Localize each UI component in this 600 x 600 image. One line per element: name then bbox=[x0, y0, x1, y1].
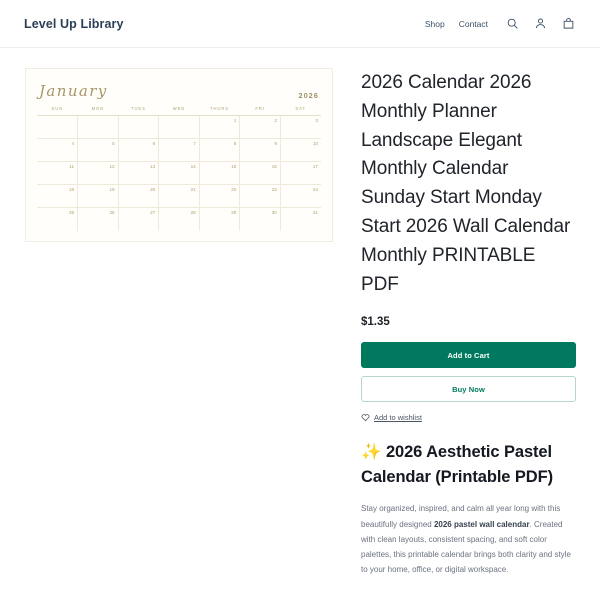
calendar-day-cell: 5 bbox=[78, 139, 119, 162]
calendar-day-cell: 12 bbox=[78, 162, 119, 185]
description-bold-phrase: 2026 pastel wall calendar bbox=[433, 519, 530, 529]
calendar-day-cell: 6 bbox=[118, 139, 159, 162]
calendar-day-cell: 29 bbox=[199, 208, 240, 231]
product-image-calendar[interactable] bbox=[25, 68, 333, 242]
calendar-grid bbox=[37, 104, 321, 231]
calendar-year-label: 2026 bbox=[298, 93, 319, 100]
add-to-wishlist-button[interactable] bbox=[361, 413, 576, 422]
calendar-week-row bbox=[37, 162, 321, 185]
calendar-day-cell: 23 bbox=[240, 185, 281, 208]
calendar-weekday: SUN bbox=[37, 104, 78, 116]
calendar-weekday: TUES bbox=[118, 104, 159, 116]
calendar-day-cell: 3 bbox=[280, 116, 321, 139]
calendar-day-cell: 8 bbox=[199, 139, 240, 162]
calendar-day-cell: 14 bbox=[159, 162, 200, 185]
calendar-day-cell bbox=[78, 116, 119, 139]
description-heading bbox=[361, 440, 576, 490]
heart-icon bbox=[361, 413, 370, 422]
calendar-day-cell bbox=[37, 116, 78, 139]
bag-icon[interactable] bbox=[561, 16, 576, 31]
product-info bbox=[361, 68, 576, 577]
calendar-day-cell: 11 bbox=[37, 162, 78, 185]
calendar-day-cell: 1 bbox=[199, 116, 240, 139]
calendar-day-cell: 18 bbox=[37, 185, 78, 208]
calendar-day-cell: 25 bbox=[37, 208, 78, 231]
calendar-day-cell: 19 bbox=[78, 185, 119, 208]
calendar-day-cell: 24 bbox=[280, 185, 321, 208]
calendar-day-cell: 26 bbox=[78, 208, 119, 231]
calendar-day-cell: 2 bbox=[240, 116, 281, 139]
calendar-week-row bbox=[37, 208, 321, 231]
search-icon[interactable] bbox=[505, 16, 520, 31]
calendar-day-cell: 31 bbox=[312, 210, 318, 215]
site-header bbox=[0, 0, 600, 48]
product-title: 2026 Calendar 2026 Monthly Planner Landscape Elegant Monthly Calendar Sunday Start Monday Start 2026 Wall Calendar Monthly PRINTABLE PDF bbox=[361, 72, 571, 295]
calendar-weekday: MON bbox=[78, 104, 119, 116]
calendar-day-cell: 16 bbox=[240, 162, 281, 185]
calendar-weekday: THURS bbox=[199, 104, 240, 116]
calendar-weekday-row bbox=[37, 104, 321, 116]
calendar-month-label: January bbox=[39, 82, 108, 100]
calendar-day-cell: 7 bbox=[159, 139, 200, 162]
add-to-cart-button[interactable]: Add to Cart bbox=[361, 342, 576, 368]
nav-link-shop[interactable]: Shop bbox=[424, 18, 445, 29]
calendar-week-row bbox=[37, 116, 321, 139]
sparkles-icon: ✨ bbox=[361, 443, 382, 462]
description-heading-text: 2026 Aesthetic Pastel Calendar (Printable PDF) bbox=[361, 443, 553, 487]
product-page bbox=[0, 48, 600, 577]
calendar-day-cell: 28 bbox=[159, 208, 200, 231]
calendar-day-cell bbox=[159, 116, 200, 139]
description-paragraph bbox=[361, 501, 576, 577]
account-icon[interactable] bbox=[533, 16, 548, 31]
calendar-day-cell: 9 bbox=[240, 139, 281, 162]
calendar-day-cell: 4 bbox=[37, 139, 78, 162]
calendar-week-row bbox=[37, 185, 321, 208]
calendar-day-cell: 15 bbox=[199, 162, 240, 185]
calendar-weekday: FRI bbox=[240, 104, 281, 116]
calendar-day-cell: 27 bbox=[118, 208, 159, 231]
add-to-wishlist-label: Add to wishlist bbox=[374, 413, 422, 423]
description-part-2: . Created with clean layouts, consistent spacing, and soft color palettes, this printable calendar brings both clarity and style to your home, office, or digital workspace. bbox=[361, 519, 571, 575]
calendar-day-cell: 22 bbox=[199, 185, 240, 208]
nav-link-contact[interactable]: Contact bbox=[458, 18, 488, 29]
calendar-day-cell: 30 bbox=[240, 208, 281, 231]
calendar-day-cell bbox=[118, 116, 159, 139]
calendar-header bbox=[37, 78, 321, 100]
primary-nav bbox=[425, 19, 488, 29]
calendar-day-cell: 13 bbox=[118, 162, 159, 185]
site-logo[interactable]: Level Up Library bbox=[24, 16, 124, 31]
calendar-day-cell: 21 bbox=[159, 185, 200, 208]
description-part-1: Stay organized, inspired, and calm all year long with this beautifully designed bbox=[361, 504, 561, 529]
calendar-day-cell: 17 bbox=[280, 162, 321, 185]
calendar-weekday: SAT bbox=[280, 104, 321, 116]
buy-now-button[interactable]: Buy Now bbox=[361, 376, 576, 402]
calendar-day-cell: 10 bbox=[280, 139, 321, 162]
product-gallery bbox=[25, 68, 333, 242]
product-price: $1.35 bbox=[361, 316, 390, 329]
calendar-weekday: WED bbox=[159, 104, 200, 116]
header-right-group bbox=[425, 16, 576, 31]
calendar-day-cell: 20 bbox=[118, 185, 159, 208]
calendar-week-row bbox=[37, 139, 321, 162]
